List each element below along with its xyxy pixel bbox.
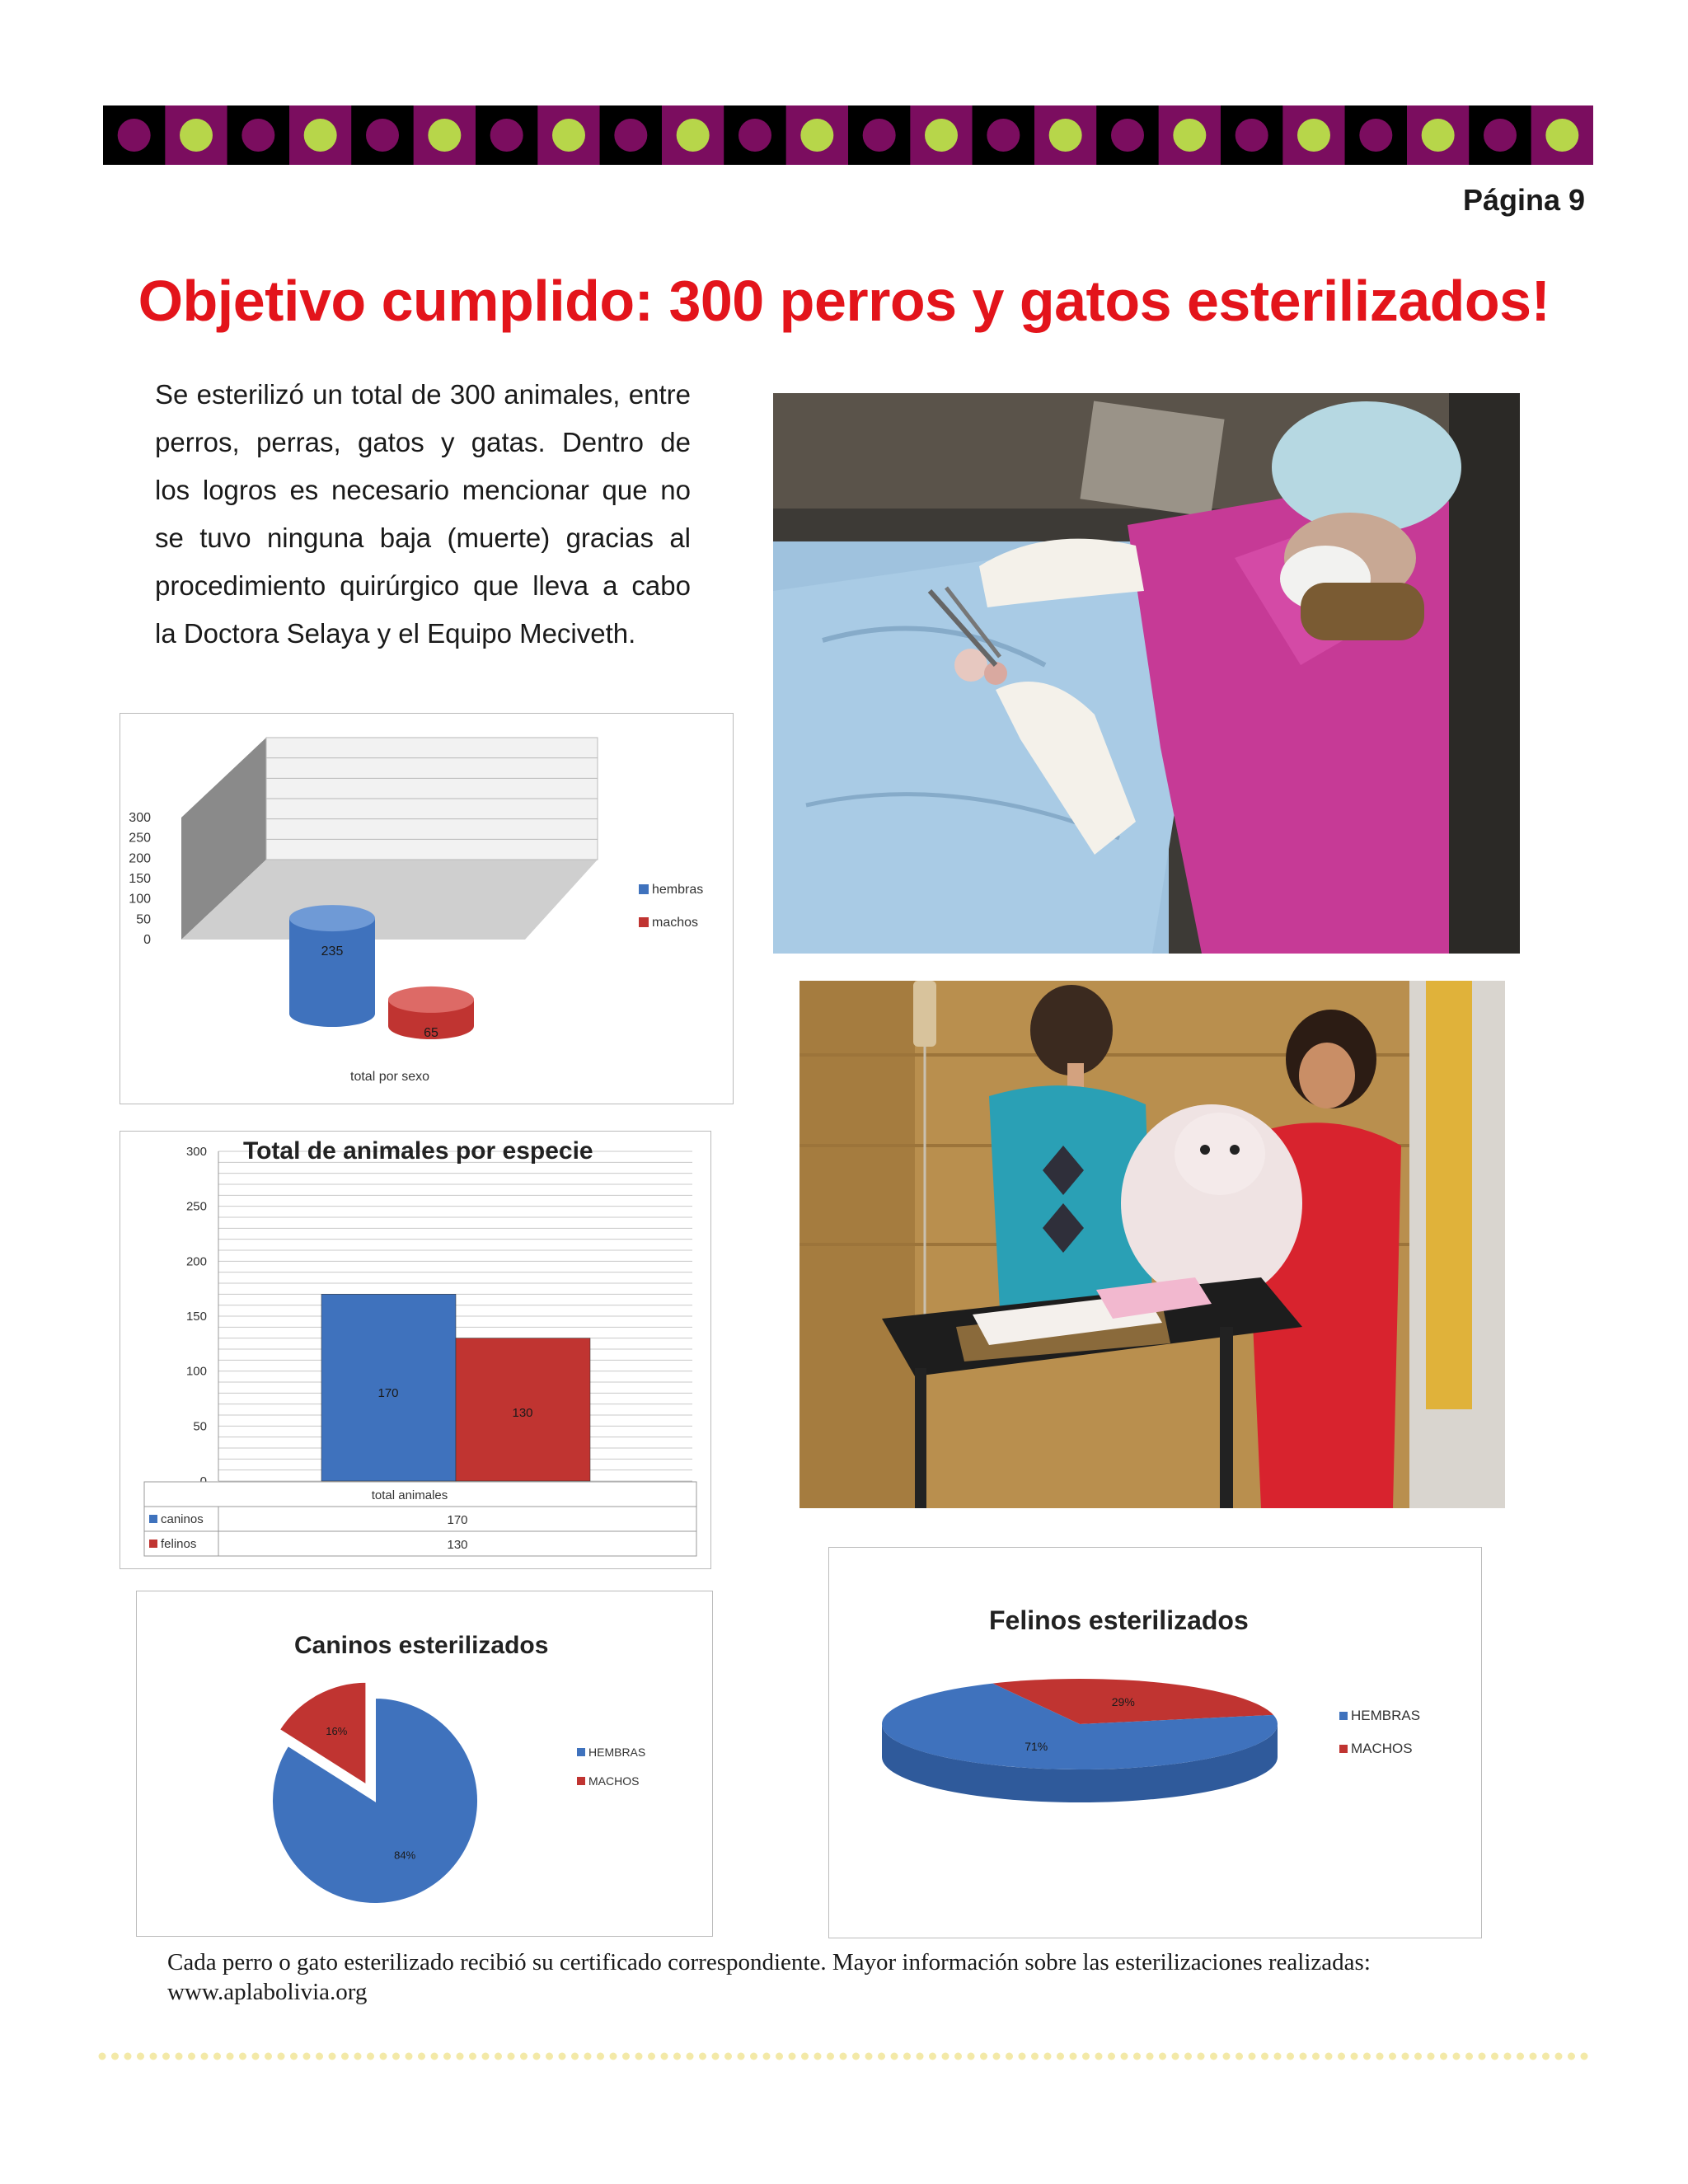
border-dot (316, 2053, 323, 2060)
border-dot (1428, 2053, 1435, 2060)
border-dot (993, 2053, 1001, 2060)
intro-line: Se esterilizó un total de 300 animales, entre (155, 379, 691, 410)
page-number: Página 9 (1462, 183, 1585, 217)
band-dot (614, 119, 647, 152)
chart2-title: Total de animales por especie (243, 1137, 593, 1165)
bar-top-machos (388, 987, 474, 1013)
border-dot (1530, 2053, 1537, 2060)
legend-swatch-machos (577, 1777, 585, 1785)
legend-label-hembras: HEMBRAS (588, 1746, 646, 1759)
photo-caption: Cada perro o gato esterilizado recibió su certificado correspondiente. Mayor información sobre las esterilizaciones realizadas: www.aplabolivia.org (167, 1949, 1371, 2005)
border-dot (150, 2053, 157, 2060)
border-dot (1082, 2053, 1090, 2060)
border-dot (188, 2053, 195, 2060)
border-dot (687, 2053, 694, 2060)
band-dot (1111, 119, 1144, 152)
band-dot (677, 119, 710, 152)
border-dot (1210, 2053, 1217, 2060)
footer-dot-border (97, 2050, 1591, 2063)
border-dot (380, 2053, 387, 2060)
border-dot (406, 2053, 413, 2060)
border-dot (1465, 2053, 1473, 2060)
border-dot (1440, 2053, 1447, 2060)
border-dot (1453, 2053, 1461, 2060)
band-dot (1422, 119, 1455, 152)
border-dot (1095, 2053, 1103, 2060)
border-dot (252, 2053, 260, 2060)
border-dot (827, 2053, 834, 2060)
border-dot (980, 2053, 987, 2060)
border-dot (227, 2053, 234, 2060)
border-dot (1542, 2053, 1550, 2060)
border-dot (903, 2053, 911, 2060)
border-dot (724, 2053, 732, 2060)
border-dot (1338, 2053, 1345, 2060)
border-dot (1184, 2053, 1192, 2060)
border-dot (1019, 2053, 1026, 2060)
bar-value-label: 235 (321, 944, 344, 959)
table-value-caninos: 170 (447, 1513, 468, 1527)
border-dot (1376, 2053, 1384, 2060)
border-dot (942, 2053, 950, 2060)
intro-line: procedimiento quirúrgico que lleva a cabo (155, 570, 691, 601)
bar-value-label: 170 (377, 1386, 399, 1400)
border-dot (239, 2053, 246, 2060)
y-tick-label: 0 (143, 933, 151, 947)
y-tick-label: 150 (185, 1310, 207, 1324)
border-dot (1198, 2053, 1205, 2060)
border-dot (1568, 2053, 1575, 2060)
border-dot (929, 2053, 936, 2060)
band-dot (1484, 119, 1517, 152)
border-dot (482, 2053, 490, 2060)
dot-band-graphic (103, 105, 1593, 165)
legend-label-hembras: hembras (652, 883, 704, 897)
border-dot (1555, 2053, 1563, 2060)
border-dot (495, 2053, 502, 2060)
footer-dots-graphic (97, 2050, 1591, 2063)
chart-animales-por-especie-svg (120, 1131, 711, 1569)
border-dot (457, 2053, 464, 2060)
border-dot (111, 2053, 119, 2060)
border-dot (162, 2053, 170, 2060)
chart-felinos-esterilizados-svg (828, 1547, 1482, 1938)
border-dot (354, 2053, 362, 2060)
border-dot (1108, 2053, 1115, 2060)
chart-caninos-esterilizados-svg (136, 1591, 713, 1937)
border-dot (610, 2053, 617, 2060)
table-value-felinos: 130 (447, 1538, 468, 1552)
header-dot-band (103, 105, 1593, 165)
border-dot (776, 2053, 783, 2060)
border-dot (661, 2053, 668, 2060)
border-dot (533, 2053, 541, 2060)
chart4-title: Felinos esterilizados (989, 1605, 1249, 1635)
border-dot (546, 2053, 553, 2060)
intro-paragraph (155, 371, 691, 658)
pie-value-label: 71% (1025, 1740, 1048, 1754)
border-dot (763, 2053, 771, 2060)
border-dot (392, 2053, 400, 2060)
border-dot (840, 2053, 847, 2060)
border-dot (508, 2053, 515, 2060)
band-dot (800, 119, 833, 152)
border-dot (673, 2053, 681, 2060)
pie-value-label: 84% (394, 1849, 416, 1862)
border-dot (418, 2053, 425, 2060)
y-tick-label: 250 (185, 1199, 207, 1214)
border-dot (1057, 2053, 1064, 2060)
band-dot (241, 119, 274, 152)
veterinary-visit-photo (799, 981, 1505, 1508)
y-tick-label: 50 (193, 1419, 207, 1434)
border-dot (1172, 2053, 1179, 2060)
band-dot (987, 119, 1020, 152)
border-dot (290, 2053, 298, 2060)
y-tick-label: 300 (129, 811, 151, 825)
border-dot (1491, 2053, 1498, 2060)
band-dot (366, 119, 399, 152)
border-dot (584, 2053, 592, 2060)
y-tick-label: 300 (185, 1145, 207, 1159)
border-dot (1006, 2053, 1013, 2060)
legend-swatch-hembras (577, 1748, 585, 1756)
band-dot (304, 119, 337, 152)
chart-total-por-sexo-svg (120, 713, 734, 1104)
border-dot (1287, 2053, 1294, 2060)
chart1-xlabel: total por sexo (350, 1070, 430, 1084)
border-dot (865, 2053, 873, 2060)
border-dot (878, 2053, 885, 2060)
border-dot (712, 2053, 720, 2060)
border-dot (635, 2053, 643, 2060)
table-swatch-felinos (149, 1540, 157, 1548)
table-label-felinos: felinos (161, 1537, 197, 1551)
border-dot (1070, 2053, 1077, 2060)
border-dot (852, 2053, 860, 2060)
pie-value-label: 16% (326, 1724, 348, 1737)
legend-swatch-hembras (639, 884, 649, 894)
band-dot (925, 119, 958, 152)
band-dot (1545, 119, 1578, 152)
border-dot (278, 2053, 285, 2060)
border-dot (891, 2053, 898, 2060)
band-dot (863, 119, 896, 152)
border-dot (597, 2053, 604, 2060)
border-dot (1402, 2053, 1409, 2060)
border-dot (99, 2053, 106, 2060)
bar-value-label: 65 (424, 1025, 438, 1040)
bar-value-label: 130 (512, 1406, 533, 1420)
border-dot (176, 2053, 183, 2060)
border-dot (1414, 2053, 1422, 2060)
intro-line: la Doctora Selaya y el Equipo Meciveth. (155, 618, 636, 649)
legend-label-hembras: HEMBRAS (1351, 1708, 1421, 1723)
border-dot (367, 2053, 374, 2060)
band-dot (118, 119, 151, 152)
border-dot (1249, 2053, 1256, 2060)
border-dot (443, 2053, 451, 2060)
border-dot (1312, 2053, 1320, 2060)
y-tick-label: 100 (185, 1364, 207, 1379)
border-dot (1159, 2053, 1166, 2060)
border-dot (1517, 2053, 1524, 2060)
chart-total-por-sexo (120, 713, 734, 1104)
band-dot (428, 119, 461, 152)
border-dot (622, 2053, 630, 2060)
band-dot (1236, 119, 1268, 152)
chart-caninos-esterilizados (136, 1591, 713, 1937)
y-tick-label: 200 (129, 851, 151, 866)
border-dot (469, 2053, 476, 2060)
page-title: Objetivo cumplido: 300 perros y gatos esterilizados! (138, 269, 1550, 333)
y-tick-label: 100 (129, 892, 151, 907)
band-dot (490, 119, 523, 152)
legend-swatch-hembras (1339, 1712, 1348, 1720)
border-dot (1121, 2053, 1128, 2060)
band-dot (1297, 119, 1330, 152)
border-dot (431, 2053, 438, 2060)
border-dot (1479, 2053, 1486, 2060)
border-dot (954, 2053, 962, 2060)
border-dot (1504, 2053, 1512, 2060)
border-dot (1261, 2053, 1268, 2060)
border-dot (1389, 2053, 1396, 2060)
legend-swatch-machos (1339, 1745, 1348, 1753)
y-tick-label: 150 (129, 872, 151, 886)
border-dot (814, 2053, 822, 2060)
intro-line: se tuvo ninguna baja (muerte) gracias al (155, 523, 691, 553)
bar-hembras (289, 918, 375, 1027)
border-dot (750, 2053, 757, 2060)
border-dot (559, 2053, 566, 2060)
chart3-title: Caninos esterilizados (294, 1632, 549, 1659)
legend-label-machos: MACHOS (588, 1774, 640, 1788)
y-tick-label: 50 (136, 912, 151, 927)
border-dot (201, 2053, 209, 2060)
band-dot (552, 119, 585, 152)
y-tick-label: 250 (129, 831, 151, 846)
border-dot (265, 2053, 272, 2060)
band-dot (738, 119, 771, 152)
border-dot (917, 2053, 924, 2060)
band-dot (1173, 119, 1206, 152)
border-dot (648, 2053, 655, 2060)
border-dot (124, 2053, 132, 2060)
y-tick-label: 200 (185, 1254, 207, 1269)
border-dot (1044, 2053, 1052, 2060)
border-dot (1351, 2053, 1358, 2060)
chart2-category-label: total animales (371, 1488, 448, 1502)
border-dot (341, 2053, 349, 2060)
table-swatch-caninos (149, 1515, 157, 1523)
chart-animales-por-especie (120, 1131, 711, 1569)
border-dot (1236, 2053, 1243, 2060)
band-dot (1049, 119, 1082, 152)
border-dot (699, 2053, 706, 2060)
border-dot (1274, 2053, 1282, 2060)
border-dot (1031, 2053, 1039, 2060)
surgery-photo (773, 393, 1520, 954)
border-dot (303, 2053, 311, 2060)
border-dot (1325, 2053, 1333, 2060)
band-dot (1359, 119, 1392, 152)
border-dot (1133, 2053, 1141, 2060)
border-dot (801, 2053, 809, 2060)
border-dot (968, 2053, 975, 2060)
border-dot (520, 2053, 528, 2060)
table-label-caninos: caninos (161, 1512, 204, 1526)
border-dot (329, 2053, 336, 2060)
border-dot (1363, 2053, 1371, 2060)
border-dot (137, 2053, 144, 2060)
border-dot (1146, 2053, 1154, 2060)
border-dot (213, 2053, 221, 2060)
intro-line: los logros es necesario mencionar que no (155, 475, 691, 505)
border-dot (789, 2053, 796, 2060)
border-dot (1300, 2053, 1307, 2060)
border-dot (1223, 2053, 1231, 2060)
pie-value-label: 29% (1111, 1694, 1135, 1708)
legend-swatch-machos (639, 917, 649, 927)
border-dot (1581, 2053, 1588, 2060)
bar-top-hembras (289, 905, 375, 931)
legend-label-machos: MACHOS (1351, 1741, 1413, 1756)
intro-line: perros, perras, gatos y gatas. Dentro de (155, 427, 691, 457)
chart-felinos-esterilizados (828, 1547, 1482, 1938)
border-dot (571, 2053, 579, 2060)
band-dot (180, 119, 213, 152)
border-dot (738, 2053, 745, 2060)
legend-label-machos: machos (652, 916, 699, 930)
